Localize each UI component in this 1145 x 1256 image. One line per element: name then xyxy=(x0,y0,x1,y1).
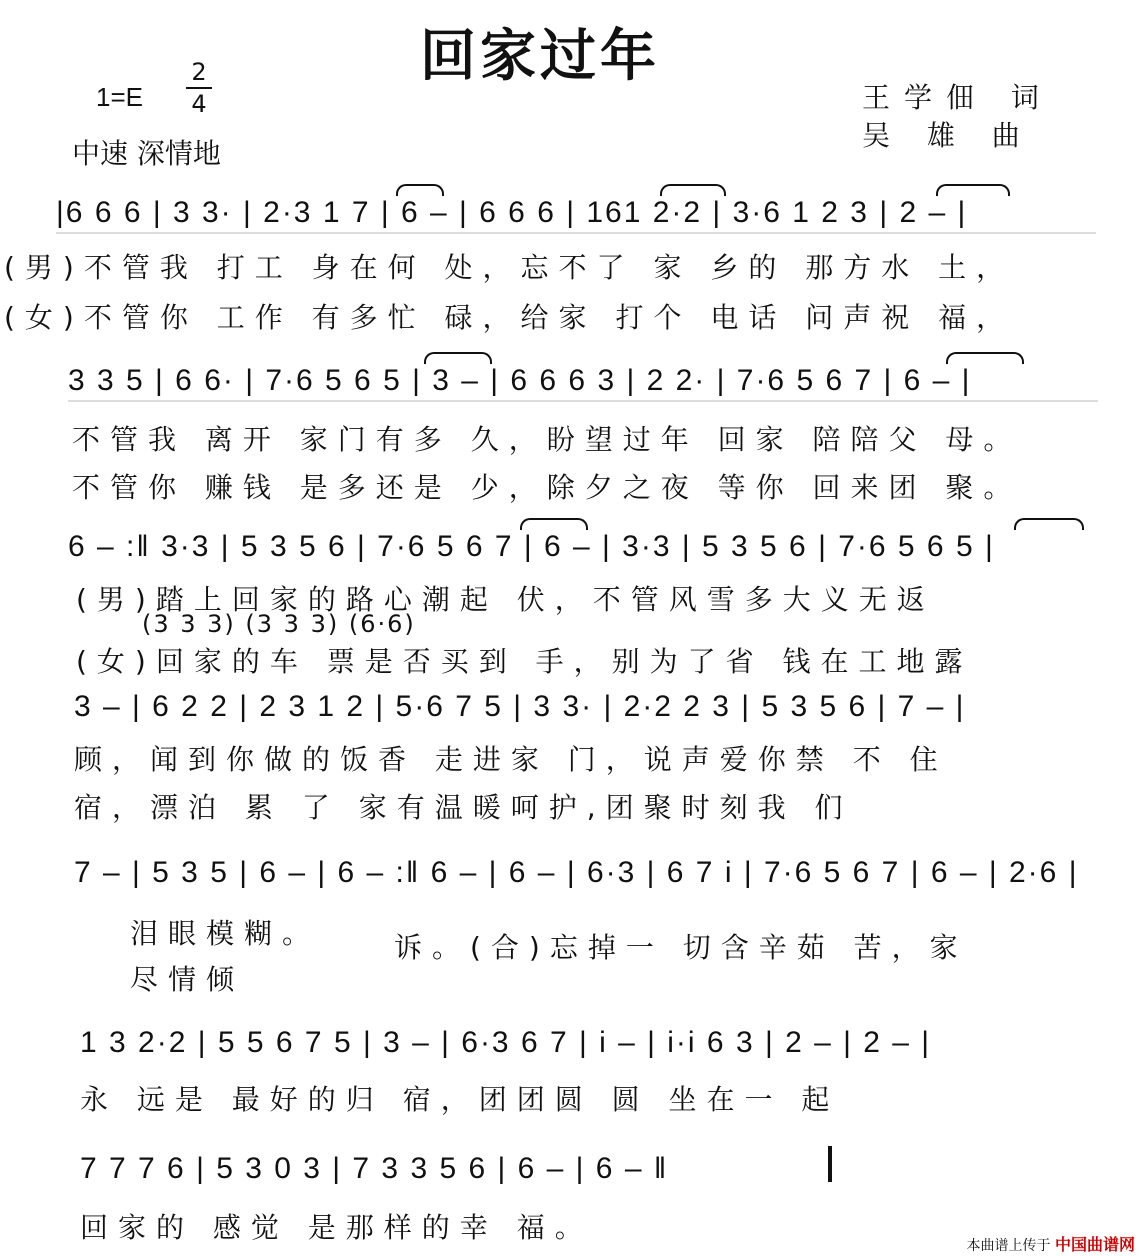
tie-mark xyxy=(396,184,444,196)
tempo-marking: 中速 深情地 xyxy=(72,137,221,170)
lyric-line-6: 永 远是 最好的归 宿，团团圆 圆 坐在一 起 xyxy=(80,1083,840,1116)
lyricist-credit: 王学佃 词 xyxy=(862,81,1053,114)
footer-text: 本曲谱上传于 xyxy=(966,1238,1051,1254)
notation-line-1: |6 6 6 | 3 3· | 2·3 1 7 | 6 – | 6 6 6 | 161 2·2 | 3·6 1 2 3 | 2 – | xyxy=(56,196,968,229)
tie-mark xyxy=(520,518,588,530)
time-top: 2 xyxy=(191,58,207,86)
lyric-line-3-notes: (3 3 3) (3 3 3) (6·6) xyxy=(142,610,416,638)
lyric-line-3a: (男)踏上回家的路心潮起 伏，不管风雪多大义无返 xyxy=(76,583,935,616)
key-signature: 1=E xyxy=(96,82,143,112)
notation-line-4: 3 – | 6 2 2 | 2 3 1 2 | 5·6 7 5 | 3 3· | 2·2 2 3 | 5 3 5 6 | 7 – | xyxy=(74,690,966,723)
notation-line-7: 7 7 7 6 | 5 3 0 3 | 7 3 3 5 6 | 6 – | 6 – ‖ xyxy=(80,1152,669,1185)
staff-guide-2 xyxy=(68,400,1098,402)
tie-mark xyxy=(936,184,1010,196)
lyric-line-1a: (男)不管我 打工 身在何 处，忘不了 家 乡的 那方水 土， xyxy=(4,251,1015,284)
composer-credit: 吴 雄 曲 xyxy=(862,119,1034,152)
notation-line-2: 3 3 5 | 6 6· | 7·6 5 6 5 | 3 – | 6 6 6 3 | 2 2· | 7·6 5 6 7 | 6 – | xyxy=(68,364,972,397)
time-bottom: 4 xyxy=(191,90,207,118)
lyric-line-5b: 诉。(合)忘掉一 切含辛茹 苦，家 xyxy=(394,931,968,964)
notation-line-5: 7 – | 5 3 5 | 6 – | 6 – :‖ 6 – | 6 – | 6·3 | 6 7 i | 7·6 5 6 7 | 6 – | 2·6 | xyxy=(74,856,1079,889)
time-signature xyxy=(186,58,212,118)
fraction-bar xyxy=(186,87,212,89)
tie-mark xyxy=(424,352,492,364)
lyric-line-3b: (女)回家的车 票是否买到 手，别为了省 钱在工地露 xyxy=(76,645,973,678)
staff-guide-1 xyxy=(56,232,1096,234)
tie-mark xyxy=(660,184,726,196)
lyric-line-2a: 不管我 离开 家门有多 久，盼望过年 回家 陪陪父 母。 xyxy=(72,423,1022,456)
final-barline xyxy=(828,1146,832,1182)
page-title: 回家过年 xyxy=(420,24,660,89)
lyric-line-7: 回家的 感觉 是那样的幸 福。 xyxy=(80,1211,593,1244)
notation-line-6: 1 3 2·2 | 5 5 6 7 5 | 3 – | 6·3 6 7 | i – | i·i 6 3 | 2 – | 2 – | xyxy=(80,1026,932,1059)
lyric-line-1b: (女)不管你 工作 有多忙 碌，给家 打个 电话 问声祝 福， xyxy=(4,301,1015,334)
lyric-line-2b: 不管你 赚钱 是多还是 少，除夕之夜 等你 回来团 聚。 xyxy=(72,471,1022,504)
lyric-line-4a: 顾，闻到你做的饭香 走进家 门，说声爱你禁 不 住 xyxy=(74,743,948,776)
tie-mark xyxy=(1014,518,1084,530)
tie-mark xyxy=(946,352,1024,364)
lyric-line-4b: 宿，漂泊 累 了 家有温暖呵护,团聚时刻我 们 xyxy=(74,791,853,824)
notation-line-3: 6 – :‖ 3·3 | 5 3 5 6 | 7·6 5 6 7 | 6 – | 3·3 | 5 3 5 6 | 7·6 5 6 5 | xyxy=(68,530,995,563)
lyric-line-5c: 尽情倾 xyxy=(130,963,245,996)
site-logo: 中国曲谱网 xyxy=(1054,1235,1135,1254)
footer-credit xyxy=(967,1232,1135,1255)
lyric-line-5a: 泪眼模糊。 xyxy=(130,917,321,950)
